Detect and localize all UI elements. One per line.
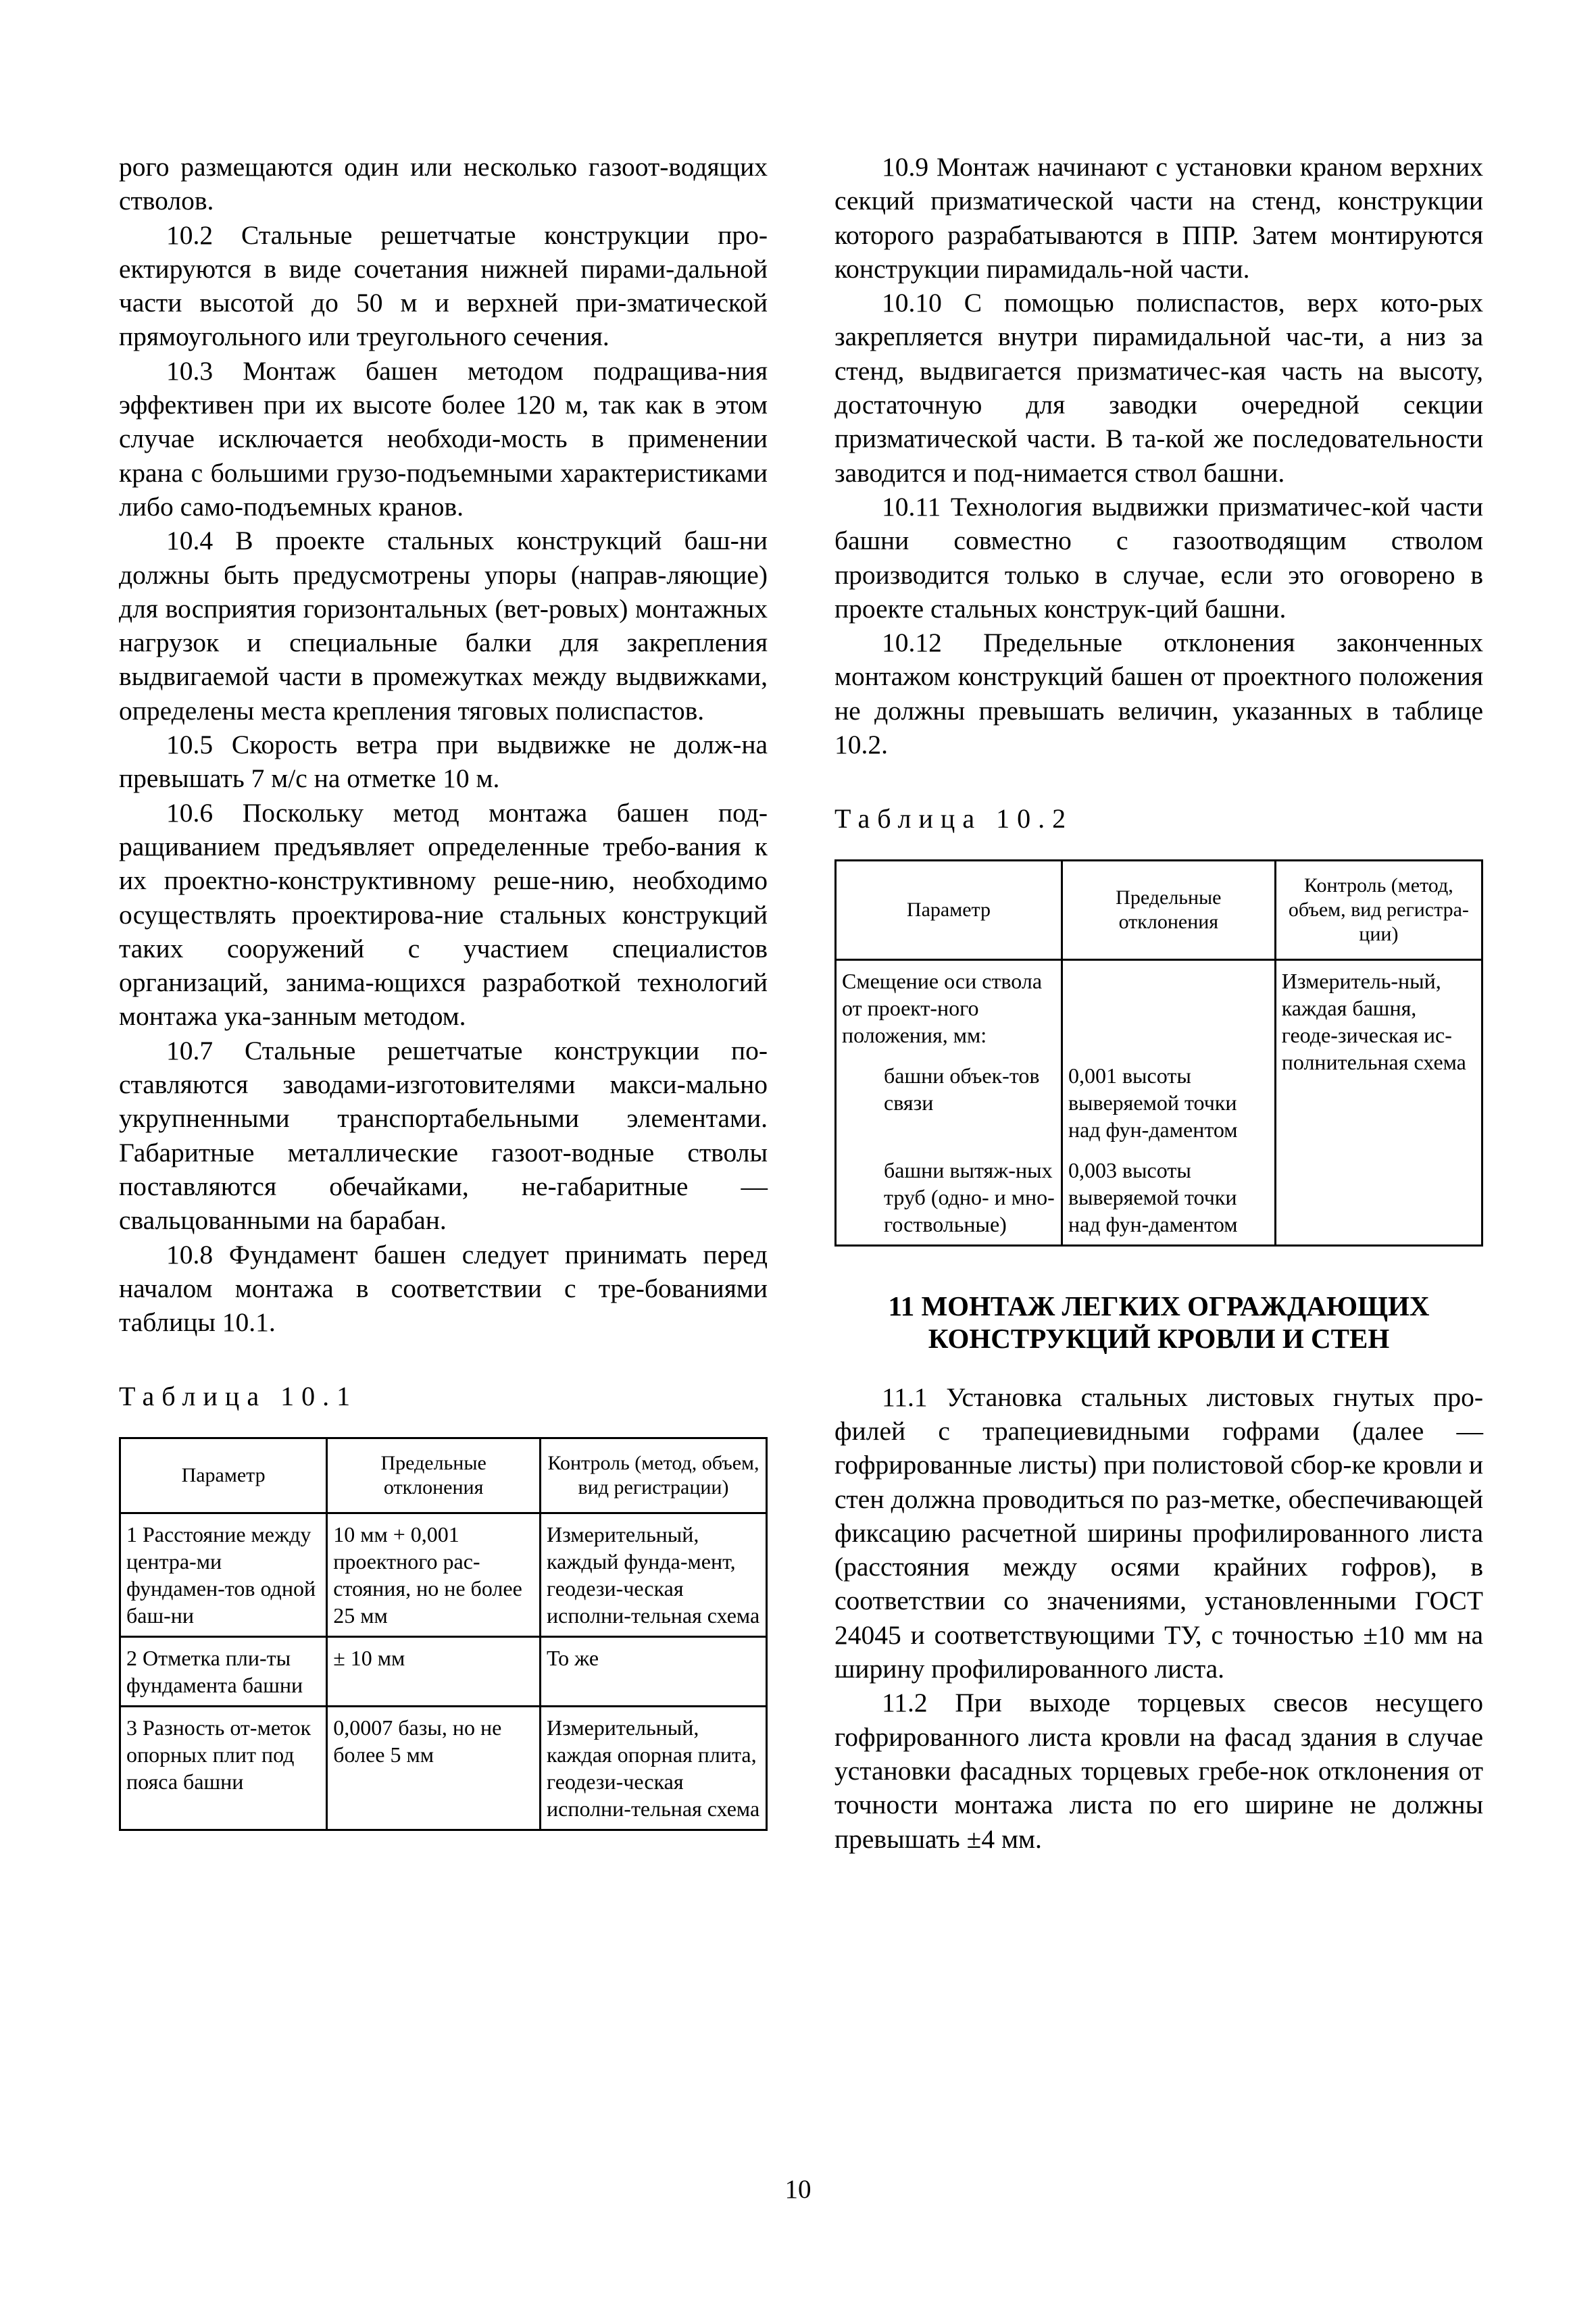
header-deviation: Предельные отклонения bbox=[327, 1438, 541, 1513]
table-row bbox=[120, 1636, 767, 1706]
paragraph-10-5: 10.5 Скорость ветра при выдвижке не долж-на превышать 7 м/с на отметке 10 м. bbox=[119, 730, 768, 794]
paragraph-11-2: 11.2 При выходе торцевых свесов несущего гофрированного листа кровли на фасад здания в случае установки фасадных торцевых гребе-нок отклонения от точности монтажа листа по его ширине не должны превышать ±4 мм. bbox=[834, 1688, 1483, 1854]
page-number: 10 bbox=[784, 2175, 812, 2204]
cell-deviation: ± 10 мм bbox=[327, 1636, 541, 1706]
paragraph-10-6: 10.6 Поскольку метод монтажа башен под-ращиванием предъявляет определенные требо-вания к их проектно-конструктивному реше-нию, необходимо осуществлять проектирова-ние стальных конструкций таких сооружений с участием специалистов организаций, занима-ющихся разработкой технологий монтажа ука-занным методом. bbox=[119, 797, 768, 1032]
header-parameter: Параметр bbox=[836, 860, 1062, 959]
cell-control: То же bbox=[541, 1636, 767, 1706]
cell-deviation: 0,003 высоты выверяемой точки над фун-даментом bbox=[1062, 1150, 1275, 1246]
right-column bbox=[834, 150, 1483, 1856]
header-control: Контроль (метод, объем, вид регистрации) bbox=[541, 1438, 767, 1513]
cell-parameter: 3 Разность от-меток опорных плит под пояса башни bbox=[120, 1706, 327, 1830]
cell-deviation: 0,001 высоты выверяемой точки над фун-даментом bbox=[1062, 1055, 1275, 1150]
paragraph-10-4: 10.4 В проекте стальных конструкций баш-ни должны быть предусмотрены упоры (направ-ляющие) для восприятия горизонтальных (вет-ровых) монтажных нагрузок и специальные балки для закрепления выдвигаемой части в промежутках между выдвижками, определены места крепления тяговых полиспастов. bbox=[119, 526, 768, 726]
table-header-row bbox=[120, 1438, 767, 1513]
paragraph-10-7: 10.7 Стальные решетчатые конструкции по-ставляются заводами-изготовителями макси-мально укрупненными транспортабельными элементами. Габаритные металлические газоот-водные стволы поставляются обечайками, не-габаритные — свальцованными на барабан. bbox=[119, 1035, 768, 1236]
paragraph-10-3: 10.3 Монтаж башен методом подращива-ния эффективен при их высоте более 120 м, так как в этом случае исключается необходи-мость в применении крана с большими грузо-подъемными характеристиками либо само-подъемных кранов. bbox=[119, 355, 768, 522]
cell-parameter: 1 Расстояние между центра-ми фундамен-тов одной баш-ни bbox=[120, 1513, 327, 1636]
cell-parameter-intro: Смещение оси ствола от проект-ного положения, мм: bbox=[836, 959, 1062, 1055]
paragraph-10-11: 10.11 Технология выдвижки призматичес-кой части башни совместно с газоотводящим стволом производится только в случае, если это оговорено в проекте стальных конструк-ций башни. bbox=[834, 491, 1483, 624]
paragraph-11-1: 11.1 Установка стальных листовых гнутых про-филей с трапециевидными гофрами (далее — гофрированные листы) при полистовой сбор-ке кровли и стен должна проводиться по раз-метке, обеспечивающей фиксацию расчетной ширины профилированного листа (расстояния между осями крайних гофров), в соответствии со значениями, установленными ГОСТ 24045 и соответствующими ТУ, с точностью ±10 мм на ширину профилированного листа. bbox=[834, 1382, 1483, 1684]
cell-deviation: 10 мм + 0,001 проектного рас-стояния, но не более 25 мм bbox=[327, 1513, 541, 1636]
cell-parameter-text: башни вытяж-ных труб (одно- и мно-гоствольные) bbox=[884, 1157, 1055, 1236]
table-row bbox=[836, 959, 1482, 1055]
table-row bbox=[120, 1706, 767, 1830]
table-row bbox=[120, 1513, 767, 1636]
left-column bbox=[119, 150, 768, 1831]
paragraph-10-12: 10.12 Предельные отклонения законченных монтажом конструкций башен от проектного положения не должны превышать величин, указанных в таблице 10.2. bbox=[834, 628, 1483, 760]
cell-parameter bbox=[836, 1150, 1062, 1246]
cell-control: Измеритель-ный, каждая башня, геоде-зическая ис-полнительная схема bbox=[1275, 959, 1482, 1245]
paragraph-10-2: 10.2 Стальные решетчатые конструкции про-ектируются в виде сочетания нижней пирами-дальной части высотой до 50 м и верхней при-зматической прямоугольного или треугольного сечения. bbox=[119, 220, 768, 352]
cell-control: Измерительный, каждая опорная плита, геодези-ческая исполни-тельная схема bbox=[541, 1706, 767, 1830]
cell-control: Измерительный, каждый фунда-мент, геодези-ческая исполни-тельная схема bbox=[541, 1513, 767, 1636]
cell-empty bbox=[1062, 959, 1275, 1055]
paragraph: рого размещаются один или несколько газоот-водящих стволов. bbox=[119, 152, 768, 216]
table-10-1-caption: Таблица 10.1 bbox=[119, 1381, 358, 1412]
paragraph-10-10: 10.10 С помощью полиспастов, верх кото-рых закрепляется внутри пирамидальной час-ти, а низ за стенд, выдвигается призматичес-кая часть на высоту, достаточную для заводки очередной секции призматической части. В та-кой же последовательности заводится и под-нимается ствол башни. bbox=[834, 288, 1483, 488]
table-10-2-caption: Таблица 10.2 bbox=[834, 803, 1074, 834]
cell-parameter: 2 Отметка пли-ты фундамента башни bbox=[120, 1636, 327, 1706]
table-header-row bbox=[836, 860, 1482, 959]
paragraph-10-8: 10.8 Фундамент башен следует принимать перед началом монтажа в соответствии с тре-бованиями таблицы 10.1. bbox=[119, 1239, 768, 1338]
table-10-2 bbox=[834, 859, 1483, 1247]
cell-deviation: 0,0007 базы, но не более 5 мм bbox=[327, 1706, 541, 1830]
header-parameter: Параметр bbox=[120, 1438, 327, 1513]
cell-parameter bbox=[836, 1055, 1062, 1150]
section-11-heading: 11 МОНТАЖ ЛЕГКИХ ОГРАЖДАЮЩИХ КОНСТРУКЦИЙ КРОВЛИ И СТЕН bbox=[888, 1290, 1430, 1354]
header-deviation: Предельные отклонения bbox=[1062, 860, 1275, 959]
header-control: Контроль (метод, объем, вид регистра-ции) bbox=[1275, 860, 1482, 959]
cell-parameter-text: башни объек-тов связи bbox=[884, 1063, 1040, 1115]
table-10-1 bbox=[119, 1437, 768, 1831]
paragraph-10-9: 10.9 Монтаж начинают с установки краном верхних секций призматической части на стенд, конструкции которого разрабатываются в ППР. Затем монтируются конструкции пирамидаль-ной части. bbox=[834, 152, 1483, 284]
